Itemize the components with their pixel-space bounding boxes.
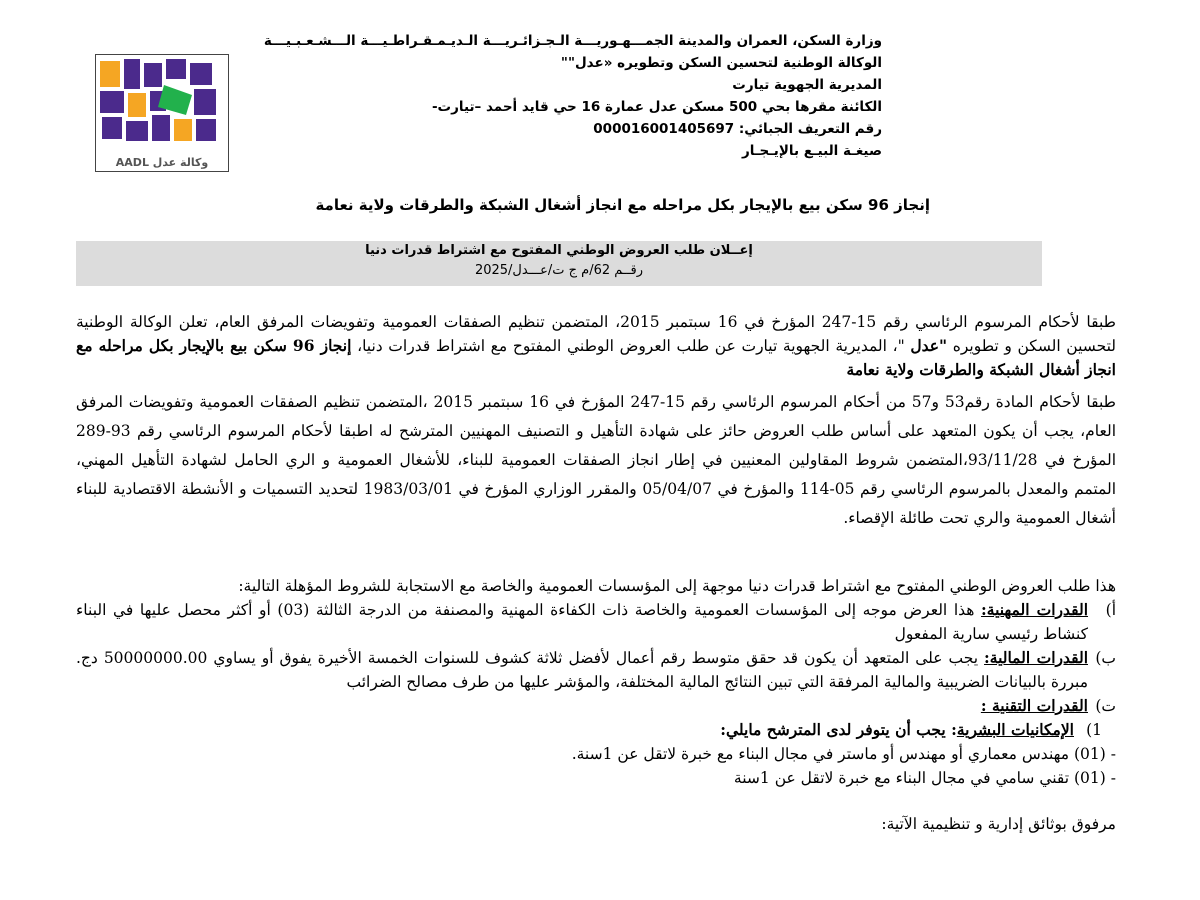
address-line: الكائنة مقرها بحي 500 مسكن عدل عمارة 16 حي قايد أحمد –تيارت- — [431, 99, 882, 115]
staff-requirement-2: - (01) تقني سامي في مجال البناء مع خبرة لاتقل عن 1سنة — [733, 769, 1116, 787]
aadl-logo-mark — [96, 55, 228, 155]
professional-capacity-title: القدرات المهنية: — [981, 600, 1089, 619]
professional-capacity-text: هذا العرض موجه إلى المؤسسات العمومية والخاصة ذات الكفاءة المهنية والمصنفة من الدرجة الثالثة (03) أو أكثر محصل عليها في البناء كنشاط رئيسي سارية المفعول — [76, 601, 1088, 643]
conditions-section — [76, 574, 1116, 836]
directorate-line: المديرية الجهوية تيارت — [732, 77, 882, 93]
sale-formula-line: صيغـة البيـع بالإيـجـار — [742, 143, 882, 159]
project-name-inline: إنجاز 96 سكن بيع بالإيجار بكل مراحله مع انجاز أشغال الشبكة والطرقات ولاية نعامة — [76, 336, 1116, 379]
item-marker-c: ت) — [1095, 697, 1116, 715]
tax-id-line: رقم التعريف الجبائي: 000016001405697 — [593, 121, 882, 137]
legal-basis-paragraph: طبقا لأحكام المادة رقم53 و57 من أحكام المرسوم الرئاسي رقم 15-247 المؤرخ في 16 سبتمبر 2015 ،المتضمن تنظيم الصفقات العمومية وتفويضات المرفق العام، يجب أن يكون المتعهد على أساس طلب العروض حائز على شهادة التأهيل و التصنيف المهنيين المترشح له اطبقا لأحكام المرسوم الرئاسي رقم 93-289 المؤرخ في 93/11/28،المتضمن شروط المقاولين المعنيين في إطار انجاز الصفقات العمومية للبناء، للأشغال العمومية و الري الحامل لشهادة التأهيل المهني، المتمم والمعدل بالمرسوم الرئاسي رقم 05-114 والمؤرخ في 05/04/07 والمقرر الوزاري المؤرخ في 1983/03/01 لتحديد التسميات و الأنشطة الاقتصادية للبناء أشغال العمومية والري تحت طائلة الإقصاء. — [76, 393, 1117, 527]
intro-text-continued: "، المديرية الجهوية تيارت عن طلب العروض الوطني المفتوح مع اشتراط قدرات دنيا، — [351, 337, 911, 355]
intro-paragraph — [76, 311, 1116, 382]
project-title: إنجاز 96 سكن بيع بالإيجار بكل مراحله مع انجاز أشغال الشبكة والطرقات ولاية نعامة — [315, 196, 930, 214]
technical-capacity-title: القدرات التقنية : — [980, 696, 1088, 715]
brand-name: "عدل — [910, 336, 948, 355]
attachments-heading: مرفوق بوثائق إدارية و تنظيمية الآتية: — [881, 815, 1116, 833]
tender-notice-box — [76, 241, 1042, 286]
staff-requirement-1: - (01) مهندس معماري أو مهندس أو ماستر في مجال البناء مع خبرة لاتقل عن 1سنة. — [571, 745, 1116, 763]
aadl-logo — [95, 54, 229, 172]
conditions-intro: هذا طلب العروض الوطني المفتوح مع اشتراط قدرات دنيا موجهة إلى المؤسسات العمومية والخاصة مع الاستجابة للشروط المؤهلة التالية: — [238, 577, 1116, 595]
ministry-line: وزارة السكن، العمران والمدينة الجمـــهـوريـــة الـجـزائـريـــة الـديـمـقـراطـيـــة الـــشـعـبـيـــة — [263, 33, 882, 49]
header-block — [263, 30, 882, 162]
human-resources-item — [76, 718, 1116, 742]
financial-capacity-title: القدرات المالية: — [984, 648, 1088, 667]
aadl-logo-caption: وكالة عدل AADL — [115, 156, 209, 169]
technical-capacity-item — [76, 694, 1116, 718]
item-marker-1: 1) — [1086, 721, 1102, 739]
item-marker-b: ب) — [1095, 649, 1116, 667]
agency-line: الوكالة الوطنية لتحسين السكن وتطويره «عدل"" — [560, 55, 882, 71]
tender-notice-number: رقــم 62/م ج ت/عـــدل/2025 — [474, 263, 644, 278]
intro-text: طبقا لأحكام المرسوم الرئاسي رقم 15-247 المؤرخ في 16 سبتمبر 2015، المتضمن تنظيم الصفقات العمومية وتفويضات المرفق العام، تعلن الوكالة الوطنية لتحسين السكن و تطويره — [76, 313, 1117, 355]
tender-notice-title: إعــلان طلب العروض الوطني المفتوح مع اشتراط قدرات دنيا — [365, 243, 753, 258]
human-resources-text: : يجب أن يتوفر لدى المترشح مايلي: — [720, 720, 957, 739]
item-marker-a: أ) — [1105, 601, 1116, 619]
financial-capacity-text: يجب على المتعهد أن يكون قد حقق متوسط رقم أعمال لأفضل ثلاثة كشوف للسنوات الخمسة الأخيرة يفوق أو يساوي 50000000.00 دج. مبررة بالبيانات الضريبية والمالية المرفقة التي تبين النتائج المالية المختلفة، والمؤشر عليها من طرف مصالح الضرائب — [76, 649, 1088, 691]
financial-capacity-item — [76, 646, 1116, 694]
professional-capacity-item — [76, 598, 1116, 646]
human-resources-title: الإمكانيات البشرية — [956, 720, 1074, 739]
